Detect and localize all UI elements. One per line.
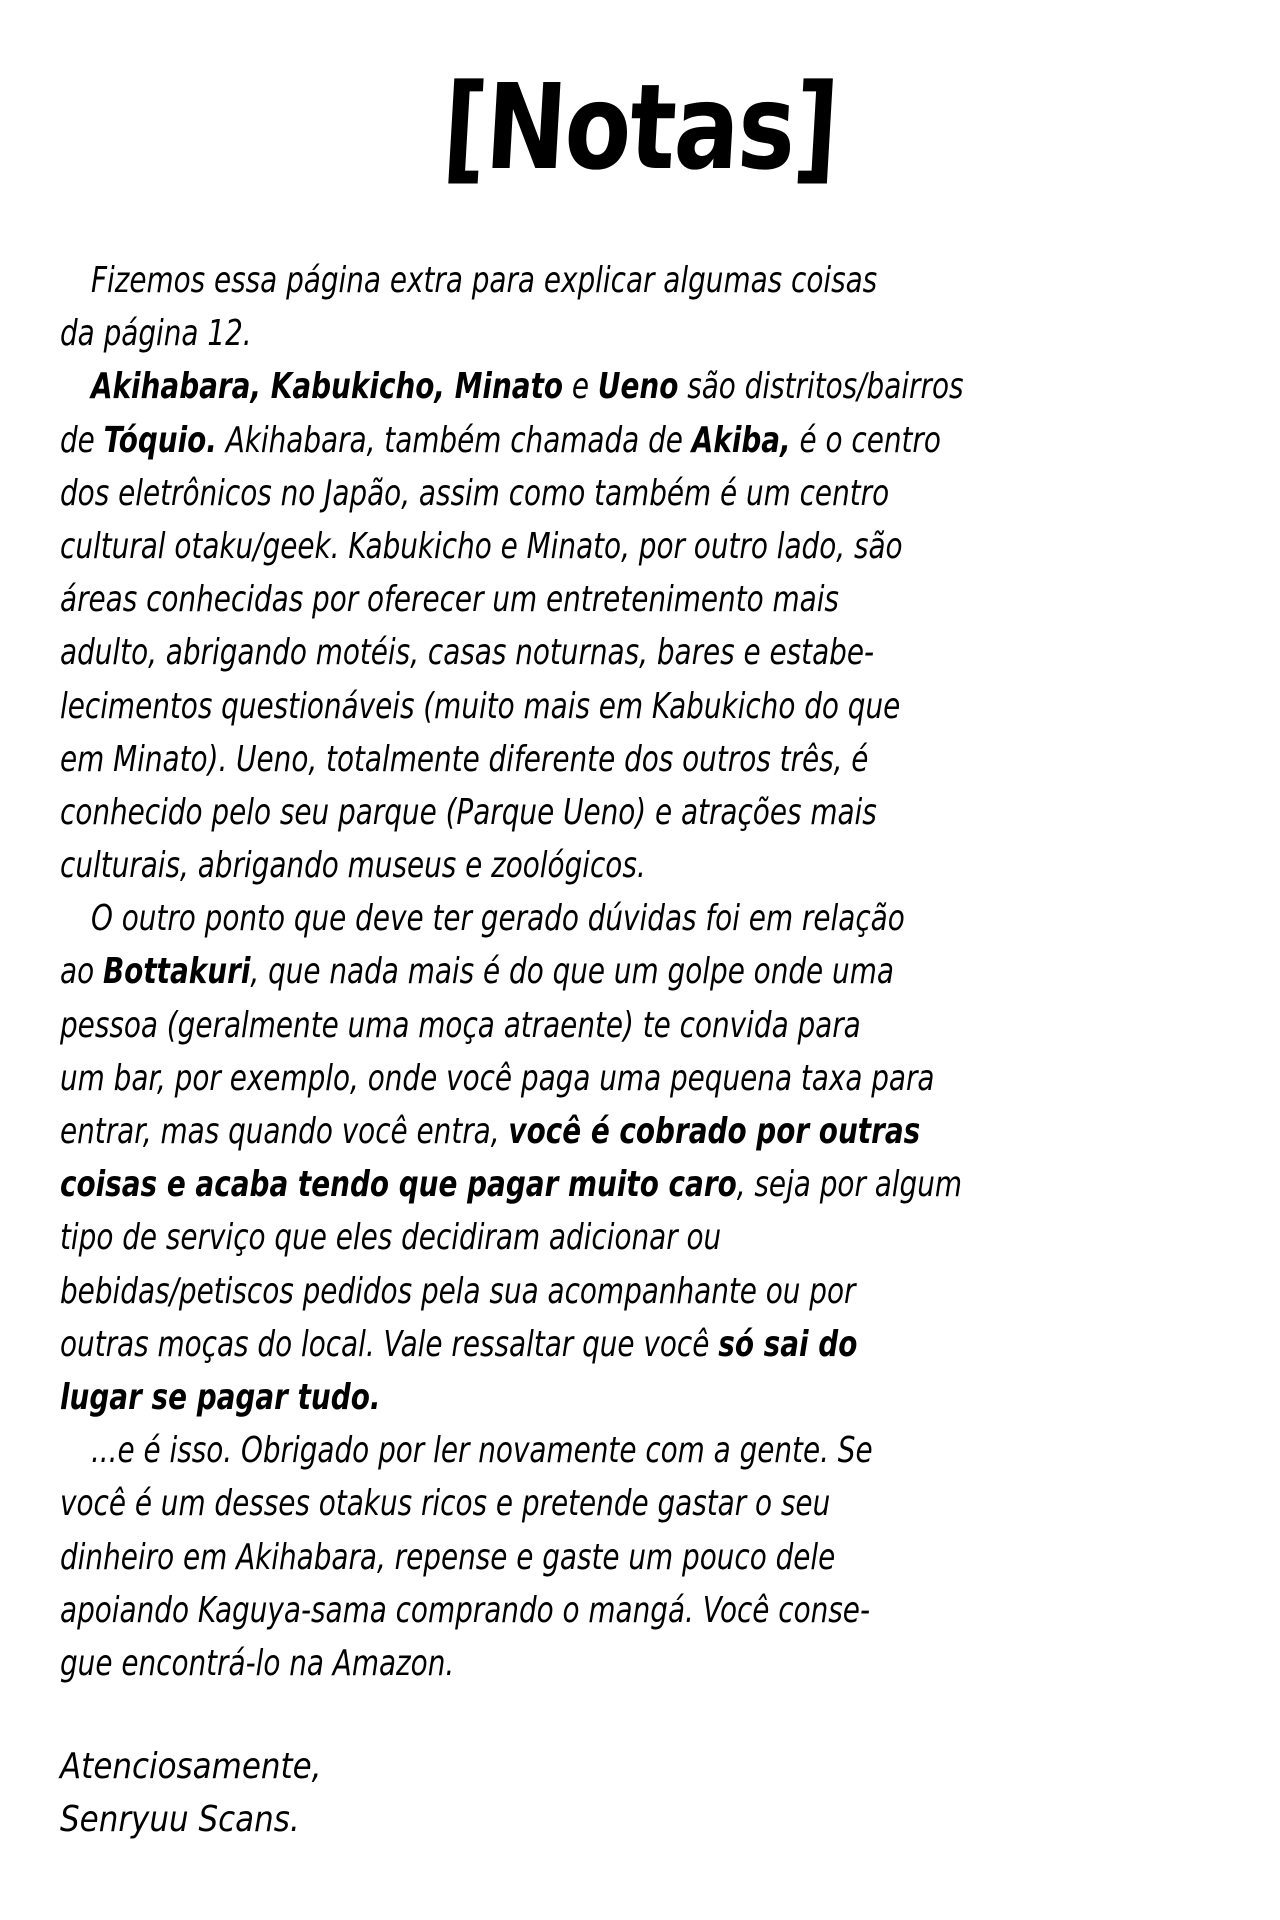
text-segment: bebidas/petiscos pedidos pela sua acompanhante ou por — [60, 1270, 856, 1312]
text-segment: de — [60, 419, 104, 461]
paragraph-line — [60, 520, 1092, 573]
bold-text-segment: só sai do — [718, 1323, 858, 1365]
paragraph-line — [60, 414, 1092, 467]
text-segment: , seja por algum — [736, 1164, 963, 1206]
paragraph-line — [60, 1211, 1092, 1264]
text-segment: você é um desses otakus ricos e pretende gastar o seu — [60, 1483, 831, 1525]
text-segment: e — [563, 366, 598, 408]
page-title: [Notas] — [439, 58, 841, 196]
paragraph-line — [60, 1371, 1092, 1424]
text-segment: cultural otaku/geek. Kabukicho e Minato, por outro lado, são — [60, 525, 903, 567]
text-segment: outras moças do local. Vale ressaltar que você — [60, 1323, 719, 1365]
bold-text-segment: lugar se pagar tudo. — [60, 1376, 381, 1418]
paragraph-line — [60, 733, 1092, 786]
text-segment: culturais, abrigando museus e zoológicos. — [60, 845, 646, 887]
text-segment: conhecido pelo seu parque (Parque Ueno) e atrações mais — [60, 791, 877, 833]
text-segment: dinheiro em Akihabara, repense e gaste um pouco dele — [60, 1536, 836, 1578]
text-segment: apoiando Kaguya-sama comprando o mangá. Você conse- — [60, 1589, 870, 1631]
paragraph-line — [60, 1584, 1092, 1637]
text-segment: Akihabara, também chamada de — [216, 419, 692, 461]
text-segment: é o centro — [790, 419, 941, 461]
paragraph-line — [60, 945, 1092, 998]
text-segment: um bar, por exemplo, onde você paga uma pequena taxa para — [60, 1057, 935, 1099]
signature-block — [60, 1740, 322, 1846]
text-segment: áreas conhecidas por oferecer um entretenimento mais — [60, 579, 839, 621]
bold-text-segment: coisas e acaba tendo que pagar muito caro — [60, 1164, 737, 1206]
paragraph-line — [60, 1637, 1092, 1690]
bold-text-segment: você é cobrado por outras — [508, 1111, 921, 1152]
text-segment: , que nada mais é do que um golpe onde uma — [250, 951, 894, 993]
text-segment: gue encontrá-lo na Amazon. — [60, 1642, 455, 1684]
paragraph-line — [60, 1052, 1092, 1105]
paragraph-line — [60, 1318, 1092, 1371]
bold-text-segment: Bottakuri — [102, 951, 251, 993]
paragraph-line — [60, 786, 1092, 839]
bold-text-segment: Akihabara, Kabukicho, Minato — [90, 366, 564, 408]
paragraph-line — [60, 1265, 1092, 1318]
paragraph-line — [60, 839, 1092, 892]
bold-text-segment: Tóquio. — [103, 419, 217, 461]
text-segment: são distritos/bairros — [678, 366, 964, 408]
paragraph-line — [60, 360, 1092, 413]
text-segment: pessoa (geralmente uma moça atraente) te convida para — [60, 1004, 861, 1046]
paragraph-line — [60, 1158, 1092, 1211]
paragraph-line — [60, 626, 1092, 679]
paragraph-line — [60, 999, 1092, 1052]
bold-text-segment: Ueno — [597, 366, 679, 408]
paragraph-line — [60, 1477, 1092, 1530]
text-segment: em Minato). Ueno, totalmente diferente dos outros três, é — [60, 738, 869, 780]
text-segment: tipo de serviço que eles decidiram adicionar ou — [60, 1217, 722, 1259]
paragraph-line — [60, 573, 1092, 626]
paragraph-line — [60, 680, 1092, 733]
paragraph-line — [60, 467, 1092, 520]
paragraph-line — [60, 892, 1092, 945]
text-segment: Fizemos essa página extra para explicar algumas coisas — [90, 260, 878, 301]
paragraph-line — [60, 307, 1092, 360]
text-segment: entrar, mas quando você entra, — [60, 1111, 509, 1152]
text-segment: dos eletrônicos no Japão, assim como também é um centro — [60, 472, 890, 514]
paragraph-line — [60, 254, 1092, 307]
bold-text-segment: Akiba, — [691, 419, 791, 461]
text-segment: adulto, abrigando motéis, casas noturnas, bares e estabe- — [60, 632, 875, 674]
signature-author: Senryuu Scans. — [60, 1799, 300, 1840]
text-segment: lecimentos questionáveis (muito mais em Kabukicho do que — [60, 685, 901, 727]
paragraph-line — [60, 1531, 1092, 1584]
signature-closing: Atenciosamente, — [60, 1746, 322, 1787]
paragraph-line — [60, 1424, 1092, 1477]
text-segment: ao — [60, 951, 103, 993]
text-segment: O outro ponto que deve ter gerado dúvidas foi em relação — [90, 898, 905, 940]
paragraph-line — [60, 1105, 1092, 1158]
text-segment: da página 12. — [60, 313, 252, 355]
text-segment: ...e é isso. Obrigado por ler novamente com a gente. Se — [90, 1430, 873, 1472]
notes-body — [60, 254, 1092, 1690]
